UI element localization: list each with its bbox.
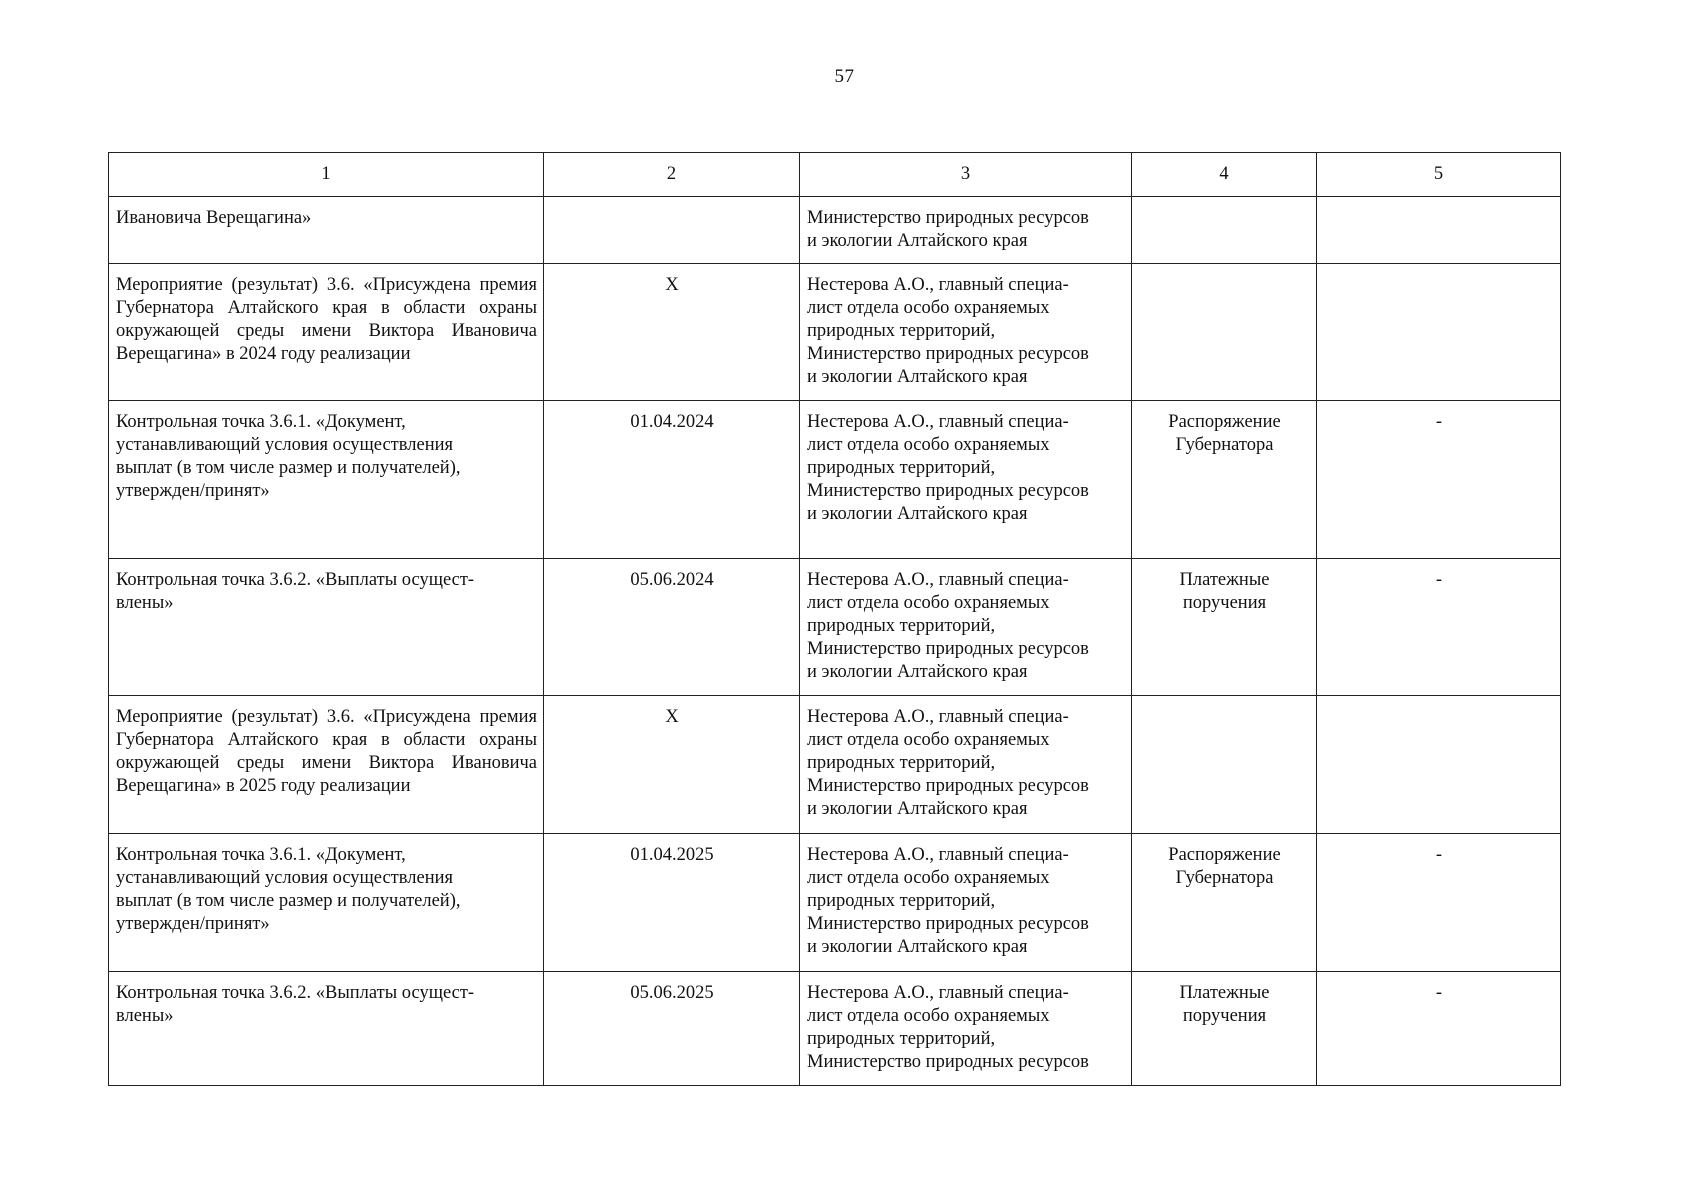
- table-row: [109, 401, 1561, 559]
- cell-text: Контрольная точка 3.6.1. «Документ, устанавливающий условия осуществления выплат (в том числе размер и получателей), утвержден/принят»: [116, 845, 461, 934]
- cell-text: [1132, 696, 1316, 714]
- cell-date: [544, 401, 800, 559]
- cell-text: 05.06.2024: [630, 570, 714, 590]
- cell-document: [1132, 197, 1317, 264]
- cell-text: Распоряжение Губернатора: [1168, 412, 1281, 455]
- cell-document: [1132, 264, 1317, 401]
- cell-date: [544, 972, 800, 1086]
- cell-note: [1317, 559, 1561, 696]
- cell-text: Платежные поручения: [1179, 570, 1270, 613]
- cell-document: [1132, 834, 1317, 972]
- cell-document: [1132, 696, 1317, 834]
- cell-text: Контрольная точка 3.6.2. «Выплаты осущест- влены»: [116, 983, 475, 1026]
- table-header-row: [109, 153, 1561, 197]
- cell-text: X: [665, 275, 679, 295]
- cell-text: Мероприятие (результат) 3.6. «Присуждена премия Губернатора Алтайского края в области охраны окружающей среды имени Виктора Ивановича Верещагина» в 2025 году реализации: [116, 707, 537, 796]
- cell-date: [544, 264, 800, 401]
- column-header-2: 2: [544, 153, 800, 197]
- cell-responsible: [800, 401, 1132, 559]
- cell-note: [1317, 264, 1561, 401]
- cell-text: -: [1435, 570, 1443, 590]
- cell-date: [544, 559, 800, 696]
- cell-note: [1317, 401, 1561, 559]
- cell-text: Ивановича Верещагина»: [116, 208, 312, 228]
- cell-document: [1132, 972, 1317, 1086]
- cell-event-name: [109, 264, 544, 401]
- cell-text: [1132, 197, 1316, 215]
- cell-date: [544, 696, 800, 834]
- column-header-5: 5: [1317, 153, 1561, 197]
- cell-text: Нестерова А.О., главный специа- лист отдела особо охраняемых природных территорий, Министерство природных ресурсов и экологии Алтайского края: [807, 275, 1089, 387]
- cell-event-name: [109, 197, 544, 264]
- cell-responsible: [800, 834, 1132, 972]
- cell-text: -: [1435, 845, 1443, 865]
- cell-text: Мероприятие (результат) 3.6. «Присуждена премия Губернатора Алтайского края в области охраны окружающей среды имени Виктора Ивановича Верещагина» в 2024 году реализации: [116, 275, 537, 364]
- cell-text: -: [1435, 983, 1443, 1003]
- table-row: [109, 264, 1561, 401]
- table-row: [109, 696, 1561, 834]
- table-row: [109, 559, 1561, 696]
- cell-note: [1317, 972, 1561, 1086]
- cell-document: [1132, 559, 1317, 696]
- cell-note: [1317, 834, 1561, 972]
- cell-text: -: [1435, 412, 1443, 432]
- cell-responsible: [800, 264, 1132, 401]
- cell-text: Контрольная точка 3.6.2. «Выплаты осущест- влены»: [116, 570, 475, 613]
- cell-text: 01.04.2025: [630, 845, 714, 865]
- cell-text: [1317, 264, 1560, 282]
- cell-event-name: [109, 972, 544, 1086]
- cell-document: [1132, 401, 1317, 559]
- cell-event-name: [109, 559, 544, 696]
- cell-text: Нестерова А.О., главный специа- лист отдела особо охраняемых природных территорий, Министерство природных ресурсов: [807, 983, 1089, 1072]
- page-number: 57: [834, 66, 855, 87]
- cell-text: Нестерова А.О., главный специа- лист отдела особо охраняемых природных территорий, Министерство природных ресурсов и экологии Алтайского края: [807, 570, 1089, 682]
- table-row: [109, 972, 1561, 1086]
- cell-text: [1317, 696, 1560, 714]
- cell-responsible: [800, 696, 1132, 834]
- cell-text: Министерство природных ресурсов и экологии Алтайского края: [807, 208, 1089, 251]
- cell-text: X: [665, 707, 679, 727]
- cell-event-name: [109, 696, 544, 834]
- cell-note: [1317, 197, 1561, 264]
- cell-date: [544, 834, 800, 972]
- table-row: [109, 197, 1561, 264]
- cell-responsible: [800, 197, 1132, 264]
- cell-event-name: [109, 401, 544, 559]
- cell-text: Нестерова А.О., главный специа- лист отдела особо охраняемых природных территорий, Министерство природных ресурсов и экологии Алтайского края: [807, 845, 1089, 957]
- cell-text: Контрольная точка 3.6.1. «Документ, устанавливающий условия осуществления выплат (в том числе размер и получателей), утвержден/принят»: [116, 412, 461, 501]
- plan-table: [108, 152, 1561, 1086]
- cell-text: Платежные поручения: [1179, 983, 1270, 1026]
- cell-text: 05.06.2025: [630, 983, 714, 1003]
- column-header-4: 4: [1132, 153, 1317, 197]
- cell-text: Нестерова А.О., главный специа- лист отдела особо охраняемых природных территорий, Министерство природных ресурсов и экологии Алтайского края: [807, 412, 1089, 524]
- cell-event-name: [109, 834, 544, 972]
- column-header-1: 1: [109, 153, 544, 197]
- cell-text: [1132, 264, 1316, 282]
- cell-text: [544, 197, 799, 215]
- column-header-3: 3: [800, 153, 1132, 197]
- cell-responsible: [800, 972, 1132, 1086]
- cell-text: Нестерова А.О., главный специа- лист отдела особо охраняемых природных территорий, Министерство природных ресурсов и экологии Алтайского края: [807, 707, 1089, 819]
- cell-text: Распоряжение Губернатора: [1168, 845, 1281, 888]
- cell-responsible: [800, 559, 1132, 696]
- table-row: [109, 834, 1561, 972]
- cell-text: [1317, 197, 1560, 215]
- cell-text: 01.04.2024: [630, 412, 714, 432]
- cell-date: [544, 197, 800, 264]
- cell-note: [1317, 696, 1561, 834]
